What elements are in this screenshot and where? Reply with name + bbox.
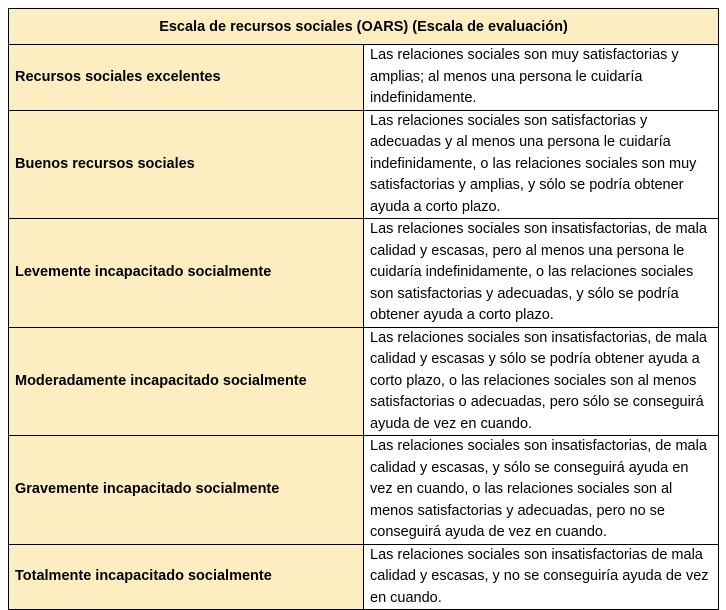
table-title: Escala de recursos sociales (OARS) (Escala de evaluación) [9,9,719,45]
table-row [9,436,719,545]
level-description: Las relaciones sociales son insatisfactorias, de mala calidad y escasas, pero al menos una persona le cuidaría indefinidamente, o las relaciones sociales son satisfactorias y adecuadas, y sólo se podría obtener ayuda a corto plazo. [364,219,719,328]
level-label: Levemente incapacitado socialmente [9,219,364,328]
level-description: Las relaciones sociales son satisfactorias y adecuadas y al menos una persona le cuidaría indefinidamente, o las relaciones sociales son muy satisfactorias y amplias, y sólo se podría obtener ayuda a corto plazo. [364,110,719,219]
level-description: Las relaciones sociales son insatisfactorias, de mala calidad y escasas, y sólo se conseguirá ayuda en vez en cuando, o las relaciones sociales son al menos satisfactorias y adecuadas, pero no se conseguirá ayuda de vez en cuando. [364,436,719,545]
level-description: Las relaciones sociales son muy satisfactorias y amplias; al menos una persona le cuidaría indefinidamente. [364,45,719,111]
level-description: Las relaciones sociales son insatisfactorias, de mala calidad y escasas y sólo se podría obtener ayuda a corto plazo, o las relaciones sociales son al menos satisfactorias o adecuadas, pero sólo se conseguirá ayuda de vez en cuando. [364,327,719,436]
oars-scale-table [8,8,719,610]
level-label: Moderadamente incapacitado socialmente [9,327,364,436]
table-header-row [9,9,719,45]
level-label: Buenos recursos sociales [9,110,364,219]
table-row [9,327,719,436]
level-label: Totalmente incapacitado socialmente [9,544,364,610]
level-description: Las relaciones sociales son insatisfactorias de mala calidad y escasas, y no se conseguiría ayuda de vez en cuando. [364,544,719,610]
level-label: Recursos sociales excelentes [9,45,364,111]
level-label: Gravemente incapacitado socialmente [9,436,364,545]
table-row [9,544,719,610]
table-row [9,110,719,219]
table-row [9,219,719,328]
table-row [9,45,719,111]
